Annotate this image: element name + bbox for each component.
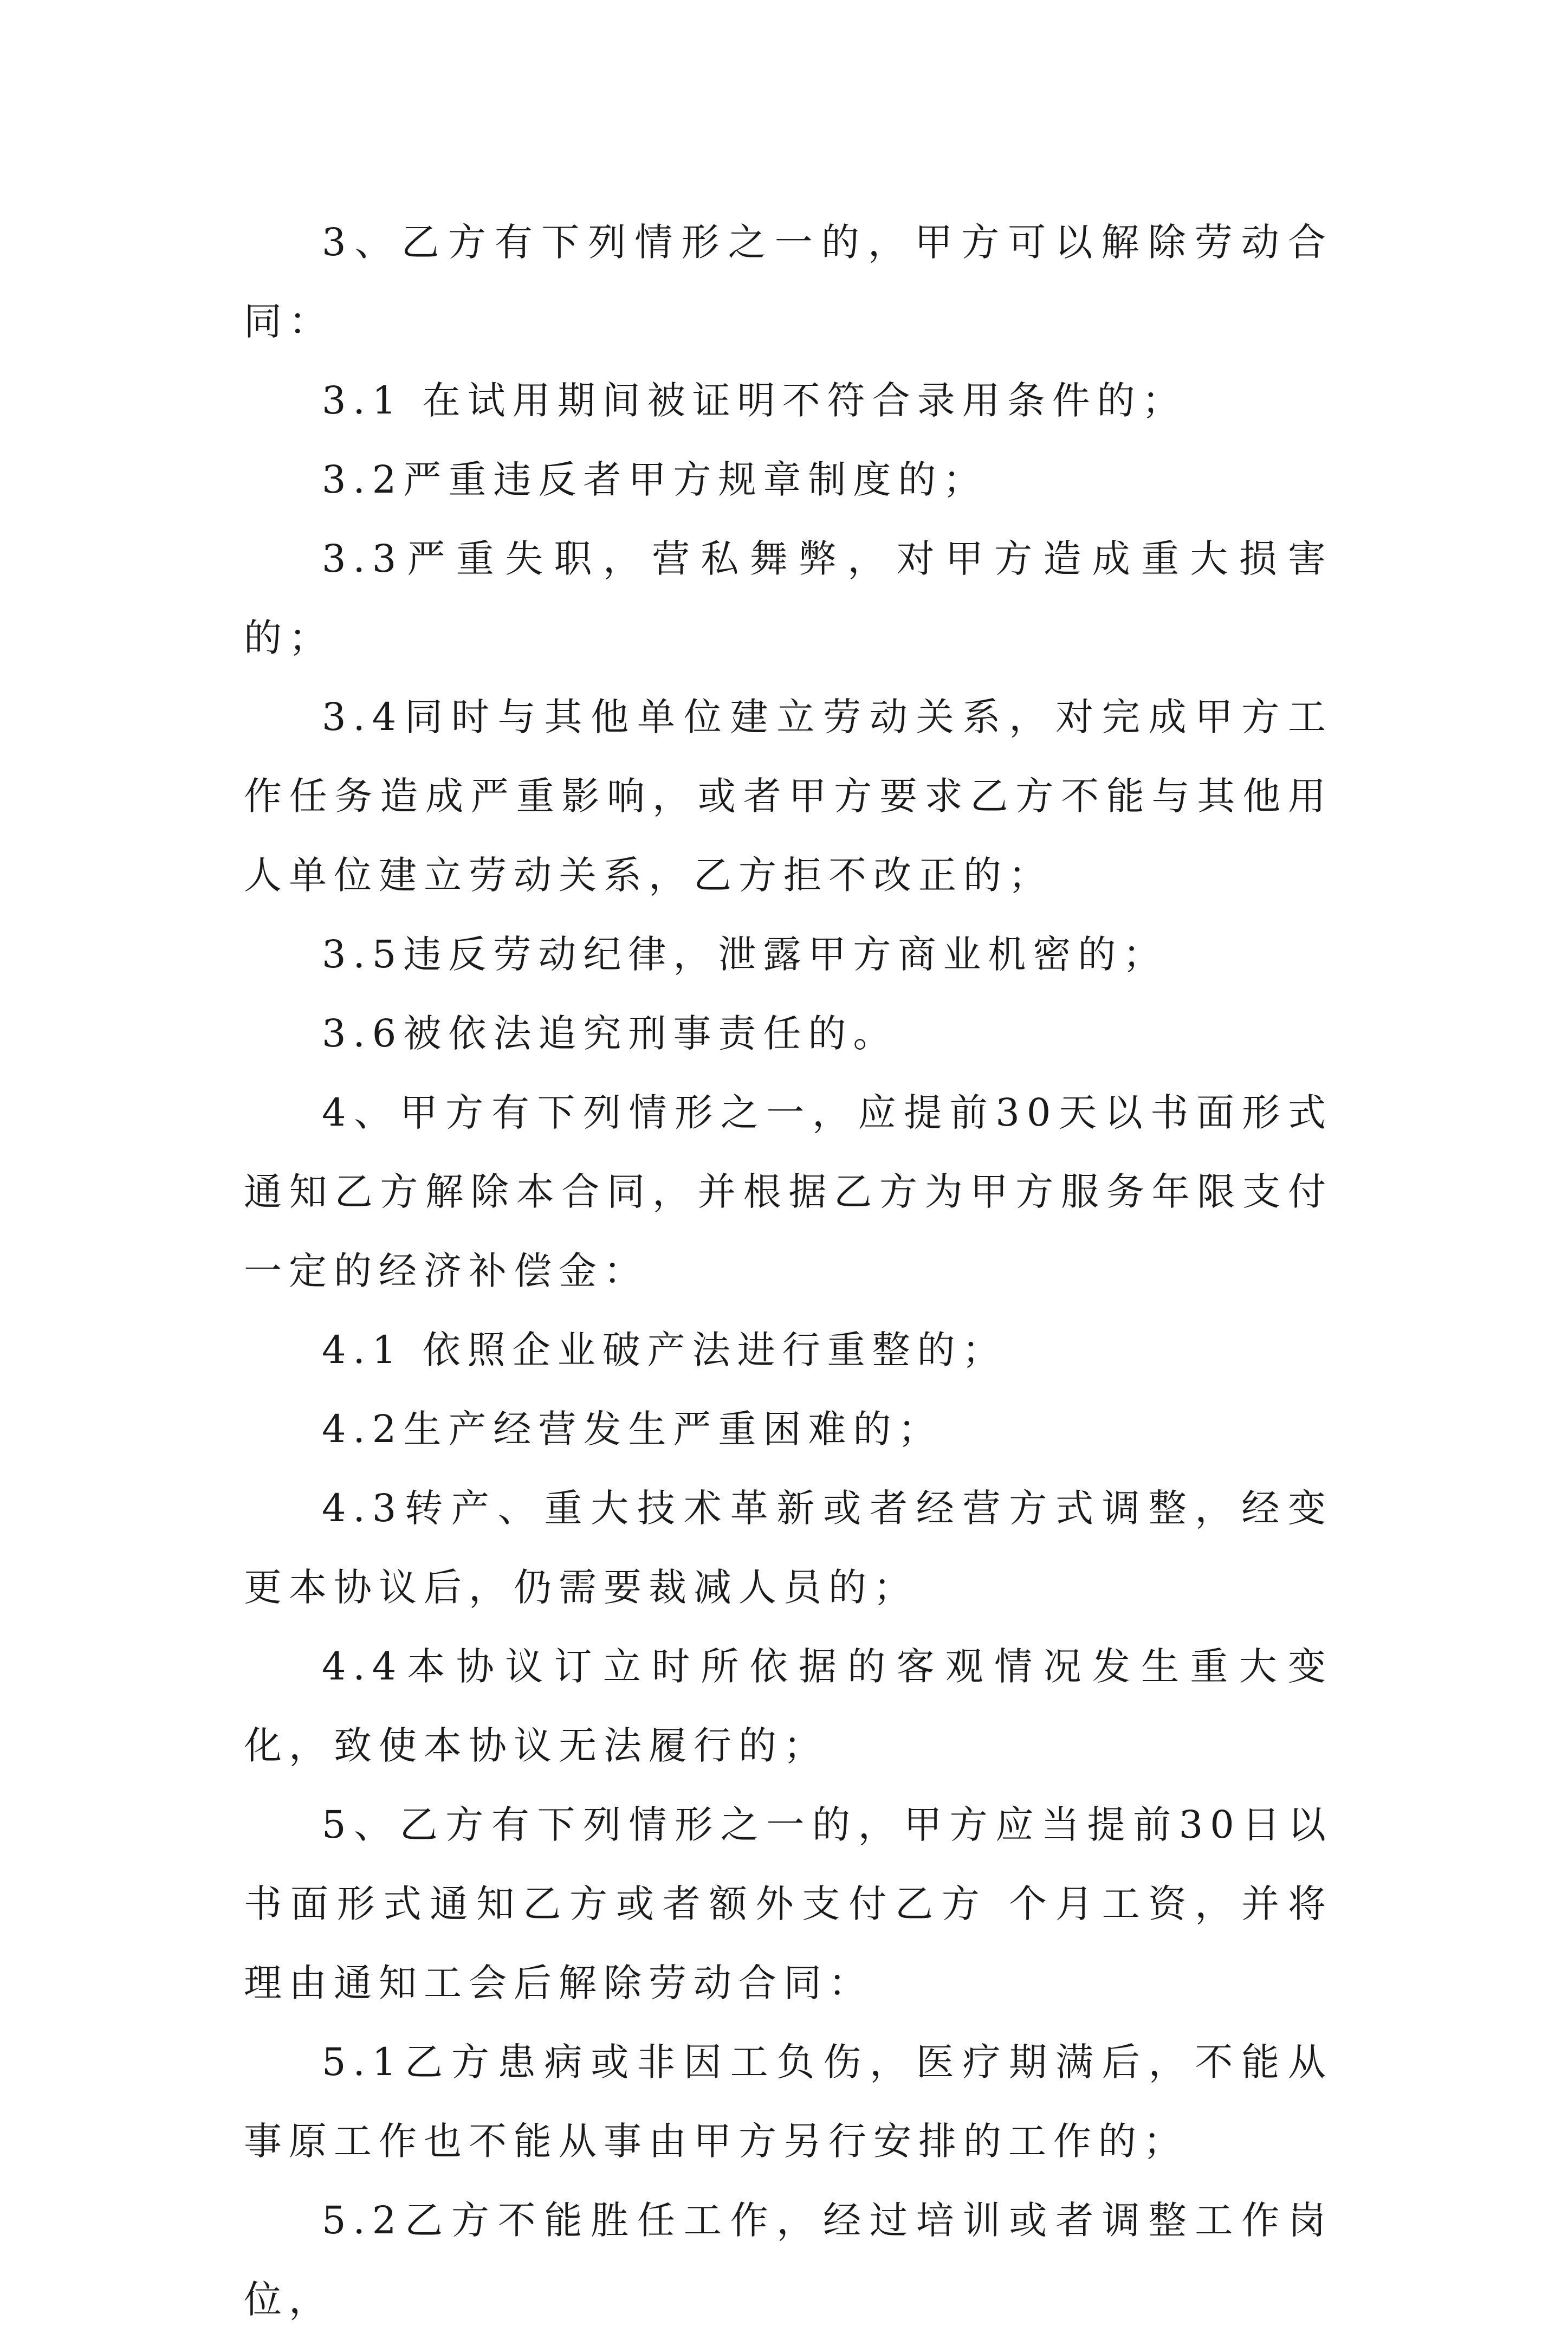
- clause-4-3: 4.3转产、重大技术革新或者经营方式调整，经变更本协议后，仍需要裁减人员的；: [244, 1486, 1333, 1610]
- clause-3-intro: 3、乙方有下列情形之一的，甲方可以解除劳动合同：: [244, 220, 1333, 344]
- clause-3-6: 3.6被依法追究刑事责任的。: [322, 1011, 898, 1056]
- clause-5-intro: 5、乙方有下列情形之一的，甲方应当提前30日以书面形式通知乙方或者额外支付乙方 个月工资，并将理由通知工会后解除劳动合同：: [244, 1802, 1333, 2005]
- clause-4-2: 4.2生产经营发生严重困难的；: [322, 1407, 943, 1451]
- clause-3-2: 3.2严重违反者甲方规章制度的；: [322, 457, 988, 502]
- clause-3-4: 3.4同时与其他单位建立劳动关系，对完成甲方工作任务造成严重影响，或者甲方要求乙方不能与其他用人单位建立劳动关系，乙方拒不改正的；: [244, 695, 1333, 897]
- clause-5-2: 5.2乙方不能胜任工作，经过培训或者调整工作岗位，: [244, 2198, 1333, 2322]
- clause-3-3: 3.3严重失职，营私舞弊，对甲方造成重大损害的；: [244, 537, 1333, 660]
- clause-3-1: 3.1 在试用期间被证明不符合录用条件的；: [322, 378, 1187, 423]
- clause-5-1: 5.1乙方患病或非因工负伤，医疗期满后，不能从事原工作也不能从事由甲方另行安排的工作的；: [244, 2040, 1333, 2163]
- document-body: [244, 203, 1333, 2339]
- clause-4-4: 4.4本协议订立时所依据的客观情况发生重大变化，致使本协议无法履行的；: [244, 1644, 1333, 1768]
- clause-4-1: 4.1 依照企业破产法进行重整的；: [322, 1328, 1007, 1372]
- clause-4-intro: 4、甲方有下列情形之一，应提前30天以书面形式通知乙方解除本合同，并根据乙方为甲方服务年限支付一定的经济补偿金：: [244, 1090, 1333, 1293]
- clause-3-5: 3.5违反劳动纪律，泄露甲方商业机密的；: [322, 932, 1168, 977]
